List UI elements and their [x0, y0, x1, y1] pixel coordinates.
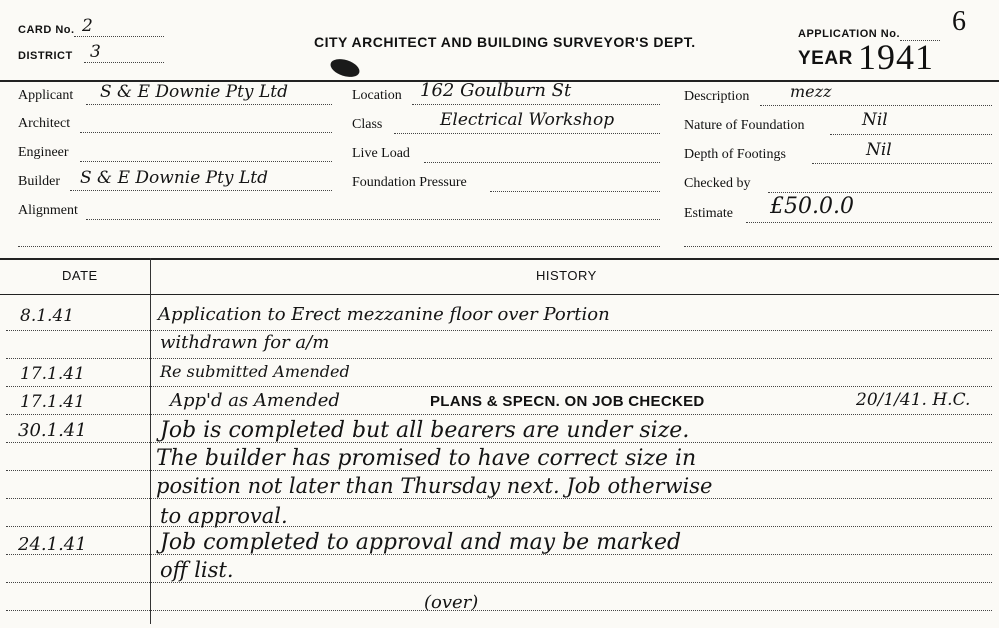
- builder-label: Builder: [18, 174, 60, 189]
- class-label: Class: [352, 117, 383, 132]
- card-number-label: CARD No.: [18, 24, 75, 36]
- class-value: Electrical Workshop: [440, 110, 615, 130]
- applicant-label: Applicant: [18, 88, 74, 103]
- checked-by-label: Checked by: [684, 176, 751, 191]
- history-entry: withdrawn for a/m: [160, 332, 330, 353]
- estimate-label: Estimate: [684, 206, 733, 221]
- nature-of-foundation-label: Nature of Foundation: [684, 118, 805, 133]
- date-column-header: DATE: [62, 268, 98, 283]
- department-title: CITY ARCHITECT AND BUILDING SURVEYOR'S DEPT.: [314, 34, 696, 50]
- district-label: DISTRICT: [18, 50, 73, 62]
- alignment-label: Alignment: [18, 203, 78, 218]
- location-value: 162 Goulburn St: [420, 80, 572, 101]
- history-entry: Re submitted Amended: [160, 362, 350, 381]
- card-number-value: 2: [82, 16, 93, 36]
- description-label: Description: [684, 89, 750, 104]
- history-entry: Job is completed but all bearers are under size.: [160, 418, 690, 443]
- builder-value: S & E Downie Pty Ltd: [80, 168, 268, 188]
- stamp-initials: 20/1/41. H.C.: [856, 390, 971, 410]
- nature-of-foundation-value: Nil: [862, 110, 888, 130]
- estimate-value: £50.0.0: [770, 194, 854, 219]
- engineer-label: Engineer: [18, 145, 69, 160]
- district-value: 3: [90, 42, 101, 62]
- history-entry: Application to Erect mezzanine floor over Portion: [158, 304, 610, 325]
- foundation-pressure-label: Foundation Pressure: [352, 175, 467, 190]
- architect-label: Architect: [18, 116, 71, 131]
- history-entry: off list.: [160, 558, 234, 582]
- history-entry: position not later than Thursday next. Job otherwise: [156, 474, 713, 498]
- plans-checked-stamp: PLANS & SPECN. ON JOB CHECKED: [430, 393, 705, 410]
- location-label: Location: [352, 88, 402, 103]
- depth-of-footings-value: Nil: [866, 140, 892, 160]
- over-note: (over): [424, 592, 479, 613]
- history-date: 17.1.41: [20, 364, 85, 384]
- applicant-value: S & E Downie Pty Ltd: [100, 82, 288, 102]
- depth-of-footings-label: Depth of Footings: [684, 147, 786, 162]
- live-load-label: Live Load: [352, 146, 410, 161]
- application-number-label: APPLICATION No.: [798, 28, 901, 40]
- history-date: 17.1.41: [20, 392, 85, 412]
- history-column-header: HISTORY: [536, 268, 597, 283]
- history-entry: The builder has promised to have correct size in: [156, 446, 697, 471]
- history-date: 24.1.41: [18, 534, 87, 555]
- history-entry: App'd as Amended: [170, 390, 340, 411]
- year-label: YEAR: [798, 48, 853, 69]
- year-value: 1941: [858, 37, 934, 77]
- history-entry: to approval.: [160, 504, 288, 528]
- description-value: mezz: [790, 82, 832, 101]
- application-number-value: 6: [952, 6, 966, 37]
- history-entry: Job completed to approval and may be marked: [160, 530, 682, 555]
- ink-blot: [328, 56, 361, 80]
- history-date: 8.1.41: [20, 306, 75, 326]
- history-date: 30.1.41: [18, 420, 87, 441]
